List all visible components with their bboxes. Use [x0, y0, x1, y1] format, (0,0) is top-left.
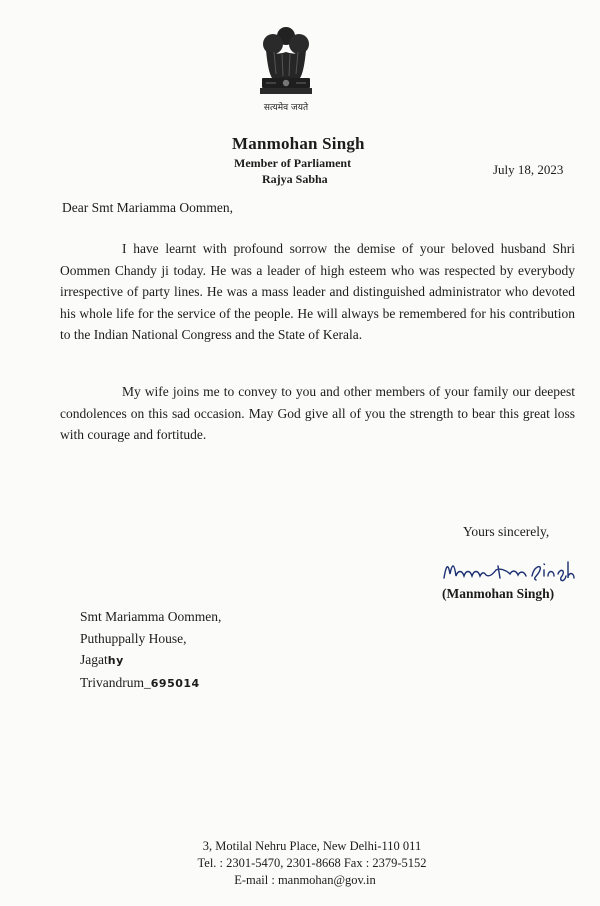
emblem-motto: सत्यमेव जयते — [263, 103, 309, 113]
sender-role: Member of Parliament — [234, 156, 352, 170]
footer-phone: Tel. : 2301-5470, 2301-8668 Fax : 2379-5152 — [197, 856, 427, 870]
signatory-name: (Manmohan Singh) — [442, 586, 555, 601]
recipient-locality-handwritten: hy — [107, 654, 124, 667]
recipient-line-2: Puthuppally House, — [80, 630, 187, 646]
handwritten-signature — [440, 556, 580, 586]
letter-date: July 18, 2023 — [493, 162, 564, 177]
recipient-line-1: Smt Mariamma Oommen, — [80, 609, 222, 624]
recipient-pincode-handwritten: 695014 — [150, 676, 200, 690]
recipient-line-3 — [80, 649, 221, 672]
recipient-address — [80, 606, 221, 694]
closing: Yours sincerely, — [463, 524, 550, 539]
recipient-city: Trivandrum_ — [80, 674, 151, 690]
footer-address: 3, Motilal Nehru Place, New Delhi-110 011 — [202, 839, 422, 853]
recipient-locality: Jagat — [80, 652, 108, 667]
body-paragraph-1: I have learnt with profound sorrow the demise of your beloved husband Shri Oommen Chandy ji today. He was a leader of high esteem who was respected by everybody irrespective of party lines. He was a mass leader and distinguished administrator who devoted his whole life for the service of the people. He will always be remembered for his contribution to the Indian National Congress and the State of Kerala. — [60, 241, 575, 342]
sender-name: Manmohan Singh — [232, 134, 365, 153]
salutation: Dear Smt Mariamma Oommen, — [62, 200, 233, 215]
recipient-line-4 — [80, 672, 221, 695]
footer-email: E-mail : manmohan@gov.in — [234, 873, 376, 887]
footer — [0, 838, 600, 889]
sender-house: Rajya Sabha — [262, 172, 328, 186]
body-paragraph-2: My wife joins me to convey to you and other members of your family our deepest condolences on this sad occasion. May God give all of you the strength to bear this great loss with courage and fortitude. — [60, 384, 575, 442]
national-emblem-icon — [246, 22, 326, 122]
